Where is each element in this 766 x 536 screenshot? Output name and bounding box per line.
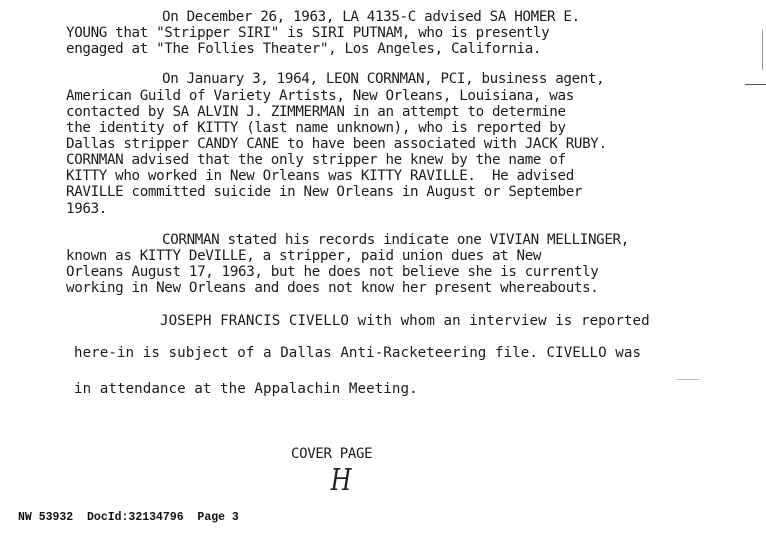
paragraph-4-line-1: JOSEPH FRANCIS CIVELLO with whom an interview is reported: [160, 313, 650, 329]
scan-edge-mark: [762, 30, 763, 70]
cover-page-label: COVER PAGE: [291, 446, 373, 462]
paragraph-4-line-2: here-in is subject of a Dallas Anti-Racketeering file. CIVELLO was: [74, 345, 642, 361]
paragraph-3-line-3: Orleans August 17, 1963, but he does not believe she is currently: [66, 264, 599, 280]
paragraph-3-line-1: CORNMAN stated his records indicate one VIVIAN MELLINGER,: [162, 232, 629, 248]
scan-mark: [745, 84, 766, 85]
footer-document-id: NW 53932 DocId:32134796 Page 3: [18, 511, 239, 524]
paragraph-3-line-2: known as KITTY DeVILLE, a stripper, paid union dues at New: [66, 248, 542, 264]
paragraph-2-line-3: contacted by SA ALVIN J. ZIMMERMAN in an attempt to determine: [66, 104, 566, 120]
paragraph-3-line-4: working in New Orleans and does not know her present whereabouts.: [66, 280, 599, 296]
paragraph-1-line-1: On December 26, 1963, LA 4135-C advised SA HOMER E.: [162, 9, 580, 25]
paragraph-2-line-7: KITTY who worked in New Orleans was KITTY RAVILLE. He advised: [66, 168, 574, 184]
paragraph-1-line-3: engaged at "The Follies Theater", Los Angeles, California.: [66, 41, 542, 57]
paragraph-2-line-6: CORNMAN advised that the only stripper he knew by the name of: [66, 152, 566, 168]
paragraph-2-line-8: RAVILLE committed suicide in New Orleans in August or September: [66, 184, 583, 200]
paragraph-2-line-4: the identity of KITTY (last name unknown), who is reported by: [66, 120, 566, 136]
paragraph-2-line-1: On January 3, 1964, LEON CORNMAN, PCI, business agent,: [162, 71, 605, 87]
paragraph-1-line-2: YOUNG that "Stripper SIRI" is SIRI PUTNAM, who is presently: [66, 25, 550, 41]
paragraph-4-line-3: in attendance at the Appalachin Meeting.: [74, 381, 418, 397]
paragraph-2-line-9: 1963.: [66, 201, 107, 217]
handwritten-initial: H: [330, 463, 352, 498]
paragraph-2-line-2: American Guild of Variety Artists, New Orleans, Louisiana, was: [66, 88, 574, 104]
paragraph-2-line-5: Dallas stripper CANDY CANE to have been associated with JACK RUBY.: [66, 136, 607, 152]
scan-mark-2: [676, 379, 700, 380]
